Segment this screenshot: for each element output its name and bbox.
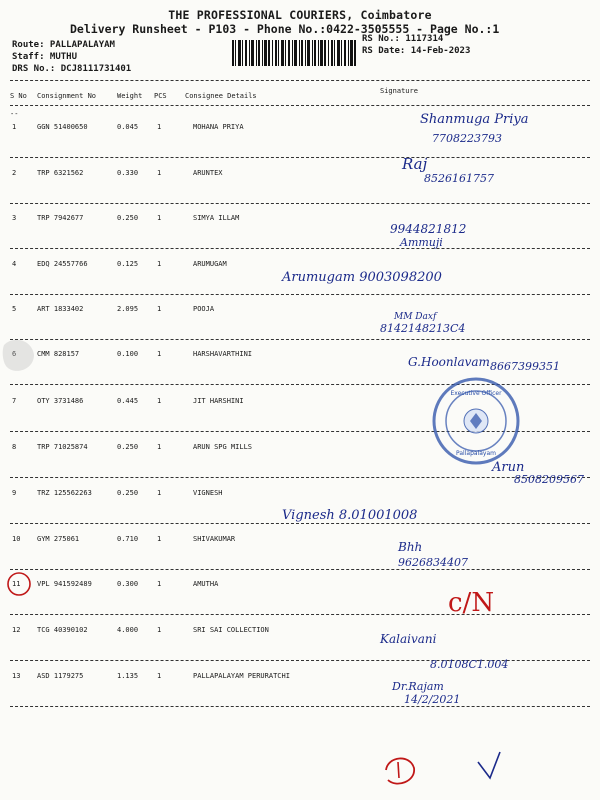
row-weight: 0.250 <box>117 489 139 497</box>
row-pcs: 1 <box>157 626 162 634</box>
row-weight: 0.250 <box>117 443 139 451</box>
row-sno: 6 <box>12 350 17 358</box>
row-divider <box>10 706 590 707</box>
official-seal <box>430 375 522 467</box>
row-pcs: 1 <box>157 123 162 131</box>
row-sno: 1 <box>12 123 17 131</box>
row-pcs: 1 <box>157 397 162 405</box>
signature: G.Hoonlavam <box>408 355 490 369</box>
rs-date: RS Date: 14-Feb-2023 <box>362 46 471 56</box>
col-consignment: Consignment No <box>37 92 97 100</box>
signature: Bhh <box>398 540 423 554</box>
row-divider <box>10 294 590 295</box>
signature-phone: Ammuji <box>400 236 443 249</box>
row-weight: 0.100 <box>117 350 139 358</box>
signature-phone: 8.0108C1.004 <box>430 658 509 671</box>
row-consignee: PALLAPALAYAM PERURATCHI <box>193 672 290 680</box>
barcode-icon <box>232 40 356 66</box>
rs-number: RS No.: 1117314 <box>362 34 444 44</box>
svg-text:Executive Officer: Executive Officer <box>450 390 502 397</box>
row-sno: 4 <box>12 260 17 268</box>
row-divider <box>10 248 590 249</box>
row-sno: 11 <box>12 580 21 588</box>
row-divider <box>10 203 590 204</box>
row-pcs: 1 <box>157 305 162 313</box>
runsheet-title: Delivery Runsheet - P103 - Phone No.:0422-3505555 - Page No.:1 <box>70 22 500 36</box>
signature: MM Daxf <box>394 312 437 322</box>
signature: c/N <box>448 588 495 618</box>
row-weight: 0.445 <box>117 397 139 405</box>
row-weight: 0.125 <box>117 260 139 268</box>
row-weight: 1.135 <box>117 672 139 680</box>
col-sno: S No <box>10 92 27 100</box>
signature: Shanmuga Priya <box>420 112 529 127</box>
row-consignment-no: TRP 71025874 <box>37 443 88 451</box>
row-consignment-no: GGN 51400650 <box>37 123 88 131</box>
row-sno: 8 <box>12 443 17 451</box>
row-consignee: SRI SAI COLLECTION <box>193 626 269 634</box>
row-sno: 5 <box>12 305 17 313</box>
signature: Arumugam 9003098200 <box>282 270 442 285</box>
col-weight: Weight <box>117 92 143 100</box>
row-divider <box>10 569 590 570</box>
row-weight: 0.710 <box>117 535 139 543</box>
row-pcs: 1 <box>157 489 162 497</box>
signature-phone: 8142148213C4 <box>380 322 466 335</box>
signature-phone: 8526161757 <box>424 172 494 185</box>
signature-phone: 9626834407 <box>398 556 468 569</box>
row-divider <box>10 523 590 524</box>
signature-phone: 8508209567 <box>514 473 584 486</box>
row-weight: 0.330 <box>117 169 139 177</box>
signature-phone: 14/2/2021 <box>404 693 461 706</box>
row-consignee: ARUNTEX <box>193 169 223 177</box>
row-consignee: JIT HARSHINI <box>193 397 244 405</box>
row-consignment-no: CMM 828157 <box>37 350 80 358</box>
signature-phone: 7708223793 <box>432 132 502 145</box>
row-consignment-no: VPL 941592489 <box>37 580 92 588</box>
signature: Dr.Rajam <box>392 680 444 693</box>
row-pcs: 1 <box>157 443 162 451</box>
row-consignment-no: TRZ 125562263 <box>37 489 92 497</box>
row-consignee: ARUN SPG MILLS <box>193 443 253 451</box>
row-weight: 2.095 <box>117 305 139 313</box>
row-consignment-no: TCG 40390102 <box>37 626 88 634</box>
row-pcs: 1 <box>157 214 162 222</box>
col-consignee: Consignee Details <box>185 92 257 100</box>
row-sno: 10 <box>12 535 21 543</box>
row-pcs: 1 <box>157 260 162 268</box>
row-weight: 0.250 <box>117 214 139 222</box>
signature: Arun <box>492 460 525 475</box>
row-sno: 13 <box>12 672 21 680</box>
row-pcs: 1 <box>157 169 162 177</box>
row-divider <box>10 339 590 340</box>
row-consignee: MOHANA PRIYA <box>193 123 244 131</box>
row-divider <box>10 477 590 478</box>
row-consignment-no: ART 1833402 <box>37 305 84 313</box>
row-weight: 0.300 <box>117 580 139 588</box>
signature: Kalaivani <box>380 632 437 646</box>
row-pcs: 1 <box>157 535 162 543</box>
row-consignee: ARUMUGAM <box>193 260 227 268</box>
row-divider <box>10 157 590 158</box>
row-weight: 0.045 <box>117 123 139 131</box>
drs-number: DRS No.: DCJ8111731401 <box>12 64 132 74</box>
row-consignment-no: ASD 1179275 <box>37 672 84 680</box>
row-pcs: 1 <box>157 350 162 358</box>
route-label: Route: PALLAPALAYAM <box>12 40 115 50</box>
row-consignee: VIGNESH <box>193 489 223 497</box>
signature: Vignesh 8.01001008 <box>282 508 418 523</box>
header-divider <box>10 80 590 81</box>
row-consignment-no: TRP 7942677 <box>37 214 84 222</box>
company-title: THE PROFESSIONAL COURIERS, Coimbatore <box>168 8 432 22</box>
col-pcs: PCS <box>154 92 167 100</box>
row-sno: 2 <box>12 169 17 177</box>
row-consignment-no: OTY 3731486 <box>37 397 84 405</box>
svg-text:Pallapalayam: Pallapalayam <box>456 450 496 457</box>
row-consignee: HARSHAVARTHINI <box>193 350 253 358</box>
col-signature: Signature <box>380 87 418 95</box>
row-consignee: SIMYA ILLAM <box>193 214 240 222</box>
row-consignee: SHIVAKUMAR <box>193 535 236 543</box>
row-sno: 3 <box>12 214 17 222</box>
signature: 9944821812 <box>390 222 467 236</box>
signature-phone: 8667399351 <box>490 360 560 373</box>
row-sno: 12 <box>12 626 21 634</box>
signature: Raj <box>402 155 428 173</box>
row-sno: 9 <box>12 489 17 497</box>
row-consignment-no: EDQ 24557766 <box>37 260 88 268</box>
row-sno: 7 <box>12 397 17 405</box>
staff-label: Staff: MUTHU <box>12 52 78 62</box>
column-spacer: -- <box>10 110 19 118</box>
row-divider <box>10 614 590 615</box>
row-consignee: AMUTHA <box>193 580 219 588</box>
row-consignment-no: TRP 6321562 <box>37 169 84 177</box>
row-consignment-no: GYM 275061 <box>37 535 80 543</box>
row-weight: 4.000 <box>117 626 139 634</box>
row-pcs: 1 <box>157 672 162 680</box>
row-pcs: 1 <box>157 580 162 588</box>
row-consignee: POOJA <box>193 305 215 313</box>
column-divider <box>10 105 590 106</box>
